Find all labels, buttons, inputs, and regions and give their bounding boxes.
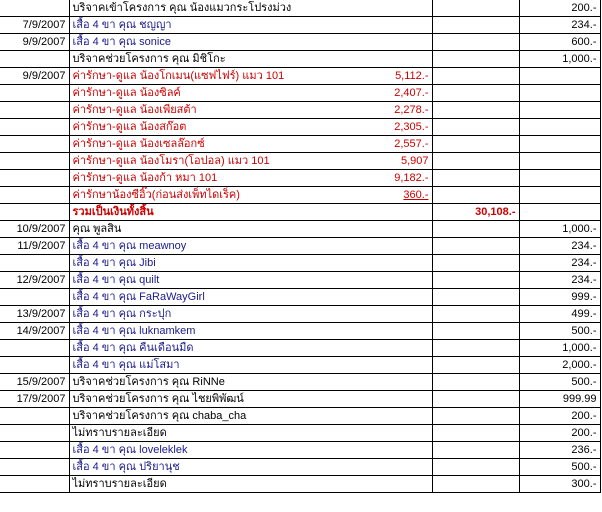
description-cell[interactable]: ค่ารักษาน้องซีอิ๊ว(ก่อนส่งเพ็ทไดเร็ค)	[72, 189, 240, 201]
date-cell[interactable]: 7/9/2007	[0, 17, 69, 34]
amount-cell[interactable]	[519, 136, 600, 153]
description-cell[interactable]: ค่ารักษา-ดูแล น้องเซลล๊อกซ์	[72, 138, 205, 150]
amount-cell[interactable]: 200.-	[519, 408, 600, 425]
subtotal-cell[interactable]: 2,305.-	[329, 119, 432, 136]
grand-total-cell[interactable]	[432, 391, 519, 408]
amount-cell[interactable]: 600.-	[519, 34, 600, 51]
description-cell[interactable]: ไม่ทราบรายละเอียด	[72, 478, 167, 490]
description-cell[interactable]: บริจาคช่วยโครงการ คุณ chaba_cha	[72, 410, 247, 422]
amount-cell[interactable]: 300.-	[519, 476, 600, 493]
description-cell[interactable]: บริจาคช่วยโครงการ คุณ RiNNe	[72, 376, 225, 388]
date-cell[interactable]: 10/9/2007	[0, 221, 69, 238]
amount-cell[interactable]	[519, 85, 600, 102]
date-cell[interactable]: 12/9/2007	[0, 272, 69, 289]
subtotal-cell[interactable]: 5,112.-	[329, 68, 432, 85]
description-cell[interactable]: ค่ารักษา-ดูแล น้องก้า หมา 101	[72, 172, 218, 184]
subtotal-cell[interactable]	[329, 306, 432, 323]
subtotal-cell[interactable]	[329, 0, 432, 17]
grand-total-cell[interactable]	[432, 323, 519, 340]
subtotal-cell[interactable]	[329, 323, 432, 340]
amount-cell[interactable]: 499.-	[519, 306, 600, 323]
grand-total-cell[interactable]	[432, 459, 519, 476]
table-row	[0, 136, 600, 153]
grand-total-cell[interactable]: 30,108.-	[432, 204, 519, 221]
grand-total-cell[interactable]	[432, 357, 519, 374]
subtotal-cell[interactable]	[329, 391, 432, 408]
grand-total-cell[interactable]	[432, 442, 519, 459]
grand-total-cell[interactable]	[432, 306, 519, 323]
date-cell[interactable]	[0, 136, 69, 153]
table-row	[0, 340, 600, 357]
grand-total-cell[interactable]	[432, 17, 519, 34]
description-cell[interactable]: เสื้อ 4 ขา คุณ quilt	[72, 274, 160, 286]
subtotal-cell[interactable]	[329, 374, 432, 391]
date-cell[interactable]	[0, 153, 69, 170]
grand-total-cell[interactable]	[432, 272, 519, 289]
amount-cell[interactable]: 500.-	[519, 374, 600, 391]
table-row	[0, 221, 600, 238]
description-cell[interactable]: รวมเป็นเงินทั้งสิ้น	[72, 206, 154, 218]
amount-cell[interactable]: 200.-	[519, 0, 600, 17]
subtotal-cell[interactable]: 2,557.-	[329, 136, 432, 153]
date-cell[interactable]: 17/9/2007	[0, 391, 69, 408]
table-row	[0, 476, 600, 493]
description-cell[interactable]: ค่ารักษา-ดูแล น้องซิลค์	[72, 87, 181, 99]
date-cell[interactable]: 13/9/2007	[0, 306, 69, 323]
date-cell[interactable]	[0, 0, 69, 17]
date-cell[interactable]: 9/9/2007	[0, 34, 69, 51]
table-row	[0, 374, 600, 391]
table-row	[0, 425, 600, 442]
description-cell[interactable]: ไม่ทราบรายละเอียด	[72, 427, 167, 439]
grand-total-cell[interactable]	[432, 408, 519, 425]
subtotal-cell[interactable]	[329, 272, 432, 289]
date-cell[interactable]	[0, 357, 69, 374]
description-cell[interactable]: คุณ พูลสิน	[72, 223, 122, 235]
grand-total-cell[interactable]	[432, 221, 519, 238]
date-cell[interactable]	[0, 204, 69, 221]
table-row	[0, 272, 600, 289]
description-cell[interactable]: เสื้อ 4 ขา คุณ กระปุก	[72, 308, 172, 320]
grand-total-cell[interactable]	[432, 136, 519, 153]
subtotal-cell[interactable]	[329, 442, 432, 459]
amount-cell[interactable]	[519, 119, 600, 136]
subtotal-cell[interactable]	[329, 17, 432, 34]
grand-total-cell[interactable]	[432, 187, 519, 204]
subtotal-cell[interactable]	[329, 357, 432, 374]
amount-cell[interactable]: 234.-	[519, 238, 600, 255]
description-cell[interactable]: เสื้อ 4 ขา คุณ FaRaWayGirl	[72, 291, 205, 303]
date-cell[interactable]: 11/9/2007	[0, 238, 69, 255]
date-cell[interactable]	[0, 408, 69, 425]
description-cell[interactable]: ค่ารักษา-ดูแล น้องโกเมน(แซฟไฟร์) แมว 101	[72, 70, 285, 82]
amount-cell[interactable]: 234.-	[519, 255, 600, 272]
subtotal-cell[interactable]: 2,407.-	[329, 85, 432, 102]
subtotal-cell[interactable]	[329, 408, 432, 425]
date-cell[interactable]	[0, 459, 69, 476]
amount-cell[interactable]	[519, 153, 600, 170]
description-cell[interactable]: ค่ารักษา-ดูแล น้องเพียสต้า	[72, 104, 197, 116]
table-row	[0, 68, 600, 85]
date-cell[interactable]	[0, 51, 69, 68]
subtotal-cell[interactable]	[329, 425, 432, 442]
description-cell[interactable]: บริจาคเข้าโครงการ คุณ น้องแมวกระโปรงม่วง	[72, 2, 292, 14]
description-cell[interactable]: เสื้อ 4 ขา คุณ loveleklek	[72, 444, 188, 456]
date-cell[interactable]	[0, 85, 69, 102]
description-cell[interactable]: บริจาคช่วยโครงการ คุณ ไชยพิพัฒน์	[72, 393, 244, 405]
table-row	[0, 0, 600, 17]
subtotal-cell[interactable]	[329, 289, 432, 306]
grand-total-cell[interactable]	[432, 255, 519, 272]
subtotal-cell[interactable]	[329, 51, 432, 68]
description-cell[interactable]: บริจาคช่วยโครงการ คุณ มิชิโกะ	[72, 53, 226, 65]
amount-cell[interactable]: 500.-	[519, 459, 600, 476]
description-cell[interactable]: เสื้อ 4 ขา คุณ ปริยานุช	[72, 461, 180, 473]
amount-cell[interactable]: 500.-	[519, 323, 600, 340]
amount-cell[interactable]	[519, 204, 600, 221]
table-row	[0, 187, 600, 204]
amount-cell[interactable]: 234.-	[519, 17, 600, 34]
grand-total-cell[interactable]	[432, 0, 519, 17]
subtotal-cell[interactable]	[329, 238, 432, 255]
description-cell[interactable]: เสื้อ 4 ขา คุณ sonice	[72, 36, 171, 48]
table-row	[0, 17, 600, 34]
table-row	[0, 119, 600, 136]
table-row	[0, 408, 600, 425]
grand-total-cell[interactable]	[432, 102, 519, 119]
date-cell[interactable]	[0, 119, 69, 136]
table-row	[0, 442, 600, 459]
subtotal-cell[interactable]	[329, 476, 432, 493]
grand-total-cell[interactable]	[432, 476, 519, 493]
subtotal-cell[interactable]	[329, 340, 432, 357]
table-row	[0, 459, 600, 476]
table-row	[0, 153, 600, 170]
description-cell[interactable]: เสื้อ 4 ขา คุณ Jibi	[72, 257, 156, 269]
subtotal-cell[interactable]	[329, 204, 432, 221]
date-cell[interactable]	[0, 187, 69, 204]
subtotal-cell[interactable]: 360.-	[329, 187, 432, 204]
subtotal-cell[interactable]	[329, 255, 432, 272]
amount-cell[interactable]: 234.-	[519, 272, 600, 289]
grand-total-cell[interactable]	[432, 340, 519, 357]
subtotal-cell[interactable]	[329, 34, 432, 51]
subtotal-cell[interactable]	[329, 459, 432, 476]
table-row	[0, 289, 600, 306]
subtotal-cell[interactable]	[329, 221, 432, 238]
table-row	[0, 102, 600, 119]
table-row	[0, 238, 600, 255]
date-cell[interactable]	[0, 255, 69, 272]
table-row	[0, 306, 600, 323]
date-cell[interactable]	[0, 170, 69, 187]
table-row	[0, 51, 600, 68]
description-cell[interactable]: เสื้อ 4 ขา คุณ meawnoy	[72, 240, 187, 252]
date-cell[interactable]: 9/9/2007	[0, 68, 69, 85]
grand-total-cell[interactable]	[432, 34, 519, 51]
table-row	[0, 85, 600, 102]
description-cell[interactable]: เสื้อ 4 ขา คุณ แม่โสมา	[72, 359, 180, 371]
amount-cell[interactable]	[519, 187, 600, 204]
table-row	[0, 357, 600, 374]
amount-cell[interactable]: 1,000.-	[519, 51, 600, 68]
subtotal-cell[interactable]: 5,907	[329, 153, 432, 170]
amount-cell[interactable]	[519, 102, 600, 119]
date-cell[interactable]	[0, 476, 69, 493]
grand-total-cell[interactable]	[432, 170, 519, 187]
date-cell[interactable]	[0, 442, 69, 459]
table-row	[0, 204, 600, 221]
date-cell[interactable]: 15/9/2007	[0, 374, 69, 391]
table-row	[0, 323, 600, 340]
grand-total-cell[interactable]	[432, 425, 519, 442]
date-cell[interactable]	[0, 340, 69, 357]
amount-cell[interactable]: 2,000.-	[519, 357, 600, 374]
description-cell[interactable]: เสื้อ 4 ขา คุณ luknamkem	[72, 325, 196, 337]
amount-cell[interactable]	[519, 170, 600, 187]
subtotal-cell[interactable]: 2,278.-	[329, 102, 432, 119]
amount-cell[interactable]: 999.99	[519, 391, 600, 408]
grand-total-cell[interactable]	[432, 119, 519, 136]
amount-cell[interactable]: 200.-	[519, 425, 600, 442]
date-cell[interactable]	[0, 289, 69, 306]
description-cell[interactable]: ค่ารักษา-ดูแล น้องโมรา(โอปอล) แมว 101	[72, 155, 270, 167]
amount-cell[interactable]: 999.-	[519, 289, 600, 306]
grand-total-cell[interactable]	[432, 153, 519, 170]
grand-total-cell[interactable]	[432, 289, 519, 306]
date-cell[interactable]: 14/9/2007	[0, 323, 69, 340]
table-row	[0, 34, 600, 51]
table-row	[0, 391, 600, 408]
date-cell[interactable]	[0, 102, 69, 119]
description-cell[interactable]: เสื้อ 4 ขา คุณ ชญญา	[72, 19, 172, 31]
grand-total-cell[interactable]	[432, 51, 519, 68]
description-cell[interactable]: เสื้อ 4 ขา คุณ คืนเดือนมืด	[72, 342, 194, 354]
grand-total-cell[interactable]	[432, 374, 519, 391]
grand-total-cell[interactable]	[432, 68, 519, 85]
subtotal-cell[interactable]: 9,182.-	[329, 170, 432, 187]
amount-cell[interactable]: 1,000.-	[519, 221, 600, 238]
date-cell[interactable]	[0, 425, 69, 442]
grand-total-cell[interactable]	[432, 85, 519, 102]
amount-cell[interactable]: 1,000.-	[519, 340, 600, 357]
table-row	[0, 255, 600, 272]
table-row	[0, 170, 600, 187]
description-cell[interactable]: ค่ารักษา-ดูแล น้องสก๊อต	[72, 121, 187, 133]
amount-cell[interactable]	[519, 68, 600, 85]
grand-total-cell[interactable]	[432, 238, 519, 255]
amount-cell[interactable]: 236.-	[519, 442, 600, 459]
